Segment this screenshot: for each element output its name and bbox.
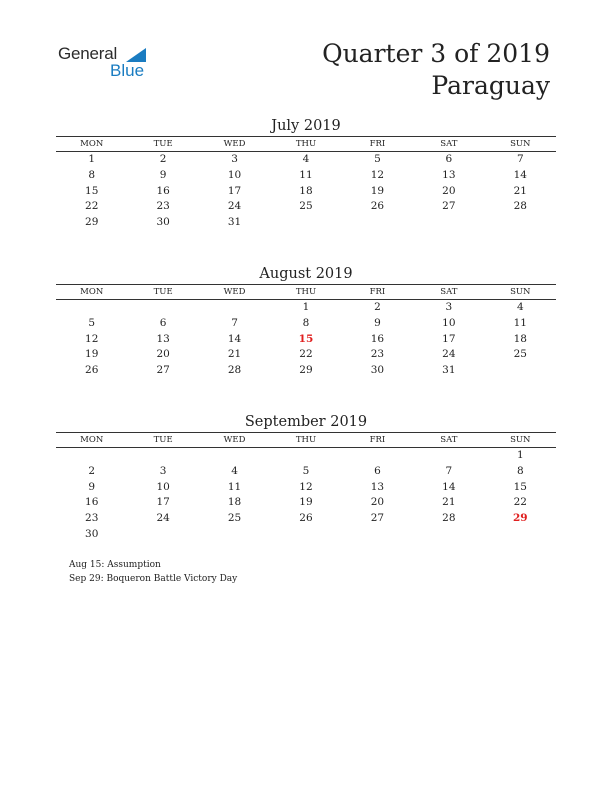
day-cell: 10 (227, 168, 242, 181)
day-cell: 21 (442, 496, 456, 509)
day-cell: 15 (85, 184, 99, 197)
weekday-label: SAT (440, 287, 458, 297)
day-cell: 15 (513, 480, 527, 493)
day-cell: 3 (231, 153, 238, 165)
holiday-notes (69, 559, 237, 586)
weekday-label: TUE (153, 287, 173, 297)
empty-day-cell (485, 215, 556, 231)
day-cell: 13 (442, 168, 456, 181)
day-cell: 10 (156, 480, 170, 493)
weekday-label: THU (295, 287, 317, 297)
day-cell: 24 (442, 348, 456, 361)
day-cell: 5 (88, 316, 96, 329)
month-august (56, 264, 556, 379)
empty-day-cell (199, 527, 270, 543)
quarter-title: Quarter 3 of 2019 (322, 39, 550, 68)
day-cell: 16 (370, 332, 385, 345)
day-cell: 7 (231, 316, 238, 329)
day-grid (56, 300, 556, 379)
day-cell: 27 (156, 364, 170, 377)
day-cell: 1 (88, 153, 96, 165)
day-grid (56, 152, 556, 231)
day-cell: 15 (298, 332, 314, 345)
empty-day-cell (413, 215, 484, 231)
holiday-note: Aug 15: Assumption (69, 560, 161, 570)
day-cell: 5 (302, 464, 310, 477)
day-cell: 10 (442, 316, 456, 329)
day-cell: 29 (299, 364, 313, 377)
day-cell: 19 (370, 184, 385, 197)
day-cell: 23 (156, 200, 170, 213)
weekday-label: THU (295, 435, 317, 445)
month-september (56, 412, 556, 543)
weekday-label: SUN (510, 435, 531, 445)
empty-day-cell (127, 300, 198, 316)
day-cell: 19 (299, 496, 313, 509)
empty-day-cell (342, 527, 413, 543)
weekday-label: WED (223, 139, 246, 149)
day-cell: 14 (442, 480, 456, 493)
day-cell: 11 (299, 168, 313, 181)
day-cell: 6 (159, 316, 167, 329)
weekday-label: SAT (440, 139, 458, 149)
day-cell: 1 (516, 449, 524, 461)
empty-day-cell (342, 448, 413, 464)
weekday-label: TUE (153, 139, 173, 149)
empty-day-cell (485, 363, 556, 379)
day-cell: 27 (442, 200, 456, 213)
day-cell: 13 (370, 480, 385, 493)
day-cell: 4 (516, 301, 524, 313)
country-title: Paraguay (431, 71, 550, 100)
day-cell: 3 (445, 301, 453, 313)
day-cell: 31 (442, 364, 456, 377)
weekday-header (56, 432, 556, 448)
day-cell: 5 (374, 153, 381, 165)
empty-day-cell (485, 527, 556, 543)
weekday-label: MON (80, 287, 104, 297)
day-cell: 22 (85, 200, 99, 213)
weekday-label: MON (80, 435, 104, 445)
day-cell: 28 (227, 364, 242, 377)
day-cell: 25 (227, 512, 242, 525)
weekday-label: MON (80, 139, 104, 149)
empty-day-cell (199, 448, 270, 464)
day-cell: 12 (85, 332, 99, 345)
day-cell: 27 (370, 512, 385, 525)
page-title (322, 38, 550, 102)
day-cell: 22 (513, 496, 527, 509)
weekday-label: SAT (440, 435, 458, 445)
day-cell: 11 (513, 316, 527, 329)
day-cell: 23 (85, 512, 99, 525)
day-cell: 12 (299, 480, 313, 493)
day-cell: 6 (374, 464, 381, 477)
weekday-label: FRI (369, 435, 386, 445)
month-title: September 2019 (244, 414, 368, 430)
day-cell: 29 (512, 512, 528, 525)
day-cell: 24 (227, 200, 242, 213)
day-cell: 31 (227, 216, 242, 229)
day-cell: 22 (299, 348, 313, 361)
day-cell: 11 (227, 480, 242, 493)
day-cell: 9 (159, 168, 167, 181)
empty-day-cell (127, 527, 198, 543)
weekday-label: FRI (369, 139, 386, 149)
day-cell: 30 (85, 527, 99, 540)
empty-day-cell (56, 300, 127, 316)
day-cell: 26 (299, 512, 313, 525)
day-cell: 17 (227, 184, 242, 197)
logo (58, 44, 158, 84)
day-cell: 2 (374, 301, 381, 313)
empty-day-cell (56, 448, 127, 464)
logo-blue-text: Blue (110, 61, 145, 80)
day-cell: 8 (302, 316, 310, 329)
weekday-label: SUN (510, 139, 531, 149)
weekday-label: TUE (153, 435, 173, 445)
day-cell: 9 (374, 316, 381, 329)
day-cell: 20 (370, 496, 385, 509)
month-title: July 2019 (271, 118, 341, 134)
weekday-label: WED (223, 435, 246, 445)
empty-day-cell (270, 448, 341, 464)
empty-day-cell (270, 215, 341, 231)
day-cell: 20 (442, 184, 456, 197)
day-cell: 18 (227, 496, 242, 509)
weekday-label: WED (223, 287, 246, 297)
day-cell: 4 (302, 153, 310, 165)
logo-general-text: General (58, 44, 118, 63)
day-cell: 6 (445, 153, 453, 165)
day-cell: 28 (442, 512, 456, 525)
empty-day-cell (127, 448, 198, 464)
day-cell: 18 (299, 184, 313, 197)
day-cell: 21 (227, 348, 242, 361)
weekday-header (56, 284, 556, 300)
empty-day-cell (413, 527, 484, 543)
day-cell: 8 (516, 464, 524, 477)
weekday-label: SUN (510, 287, 531, 297)
weekday-header (56, 136, 556, 152)
empty-day-cell (270, 527, 341, 543)
day-cell: 17 (156, 496, 170, 509)
day-cell: 13 (156, 332, 170, 345)
day-cell: 8 (88, 168, 96, 181)
day-cell: 20 (156, 348, 170, 361)
day-cell: 14 (227, 332, 242, 345)
day-cell: 19 (85, 348, 99, 361)
holiday-note: Sep 29: Boqueron Battle Victory Day (69, 573, 238, 584)
day-cell: 24 (156, 512, 170, 525)
day-cell: 21 (513, 184, 527, 197)
day-cell: 25 (299, 200, 313, 213)
day-cell: 29 (85, 216, 99, 229)
day-cell: 26 (85, 364, 99, 377)
day-cell: 7 (516, 153, 524, 165)
logo-triangle-icon (126, 48, 146, 62)
day-cell: 23 (370, 348, 385, 361)
day-cell: 12 (370, 168, 385, 181)
month-title: August 2019 (259, 266, 353, 282)
day-cell: 25 (513, 348, 527, 361)
day-cell: 1 (302, 301, 310, 313)
month-july (56, 116, 556, 231)
day-cell: 4 (231, 464, 238, 477)
empty-day-cell (199, 300, 270, 316)
day-cell: 30 (156, 216, 170, 229)
empty-day-cell (413, 448, 484, 464)
day-cell: 16 (85, 496, 99, 509)
weekday-label: FRI (369, 287, 386, 297)
day-cell: 2 (159, 153, 167, 165)
day-cell: 28 (513, 200, 527, 213)
day-cell: 16 (156, 184, 170, 197)
day-cell: 2 (88, 464, 96, 477)
day-cell: 30 (370, 364, 385, 377)
day-cell: 18 (513, 332, 527, 345)
day-cell: 7 (445, 464, 453, 477)
day-cell: 26 (370, 200, 385, 213)
empty-day-cell (342, 215, 413, 231)
day-cell: 17 (442, 332, 456, 345)
day-cell: 14 (513, 168, 527, 181)
day-grid (56, 448, 556, 543)
weekday-label: THU (295, 139, 317, 149)
day-cell: 3 (159, 464, 167, 477)
day-cell: 9 (88, 480, 96, 493)
